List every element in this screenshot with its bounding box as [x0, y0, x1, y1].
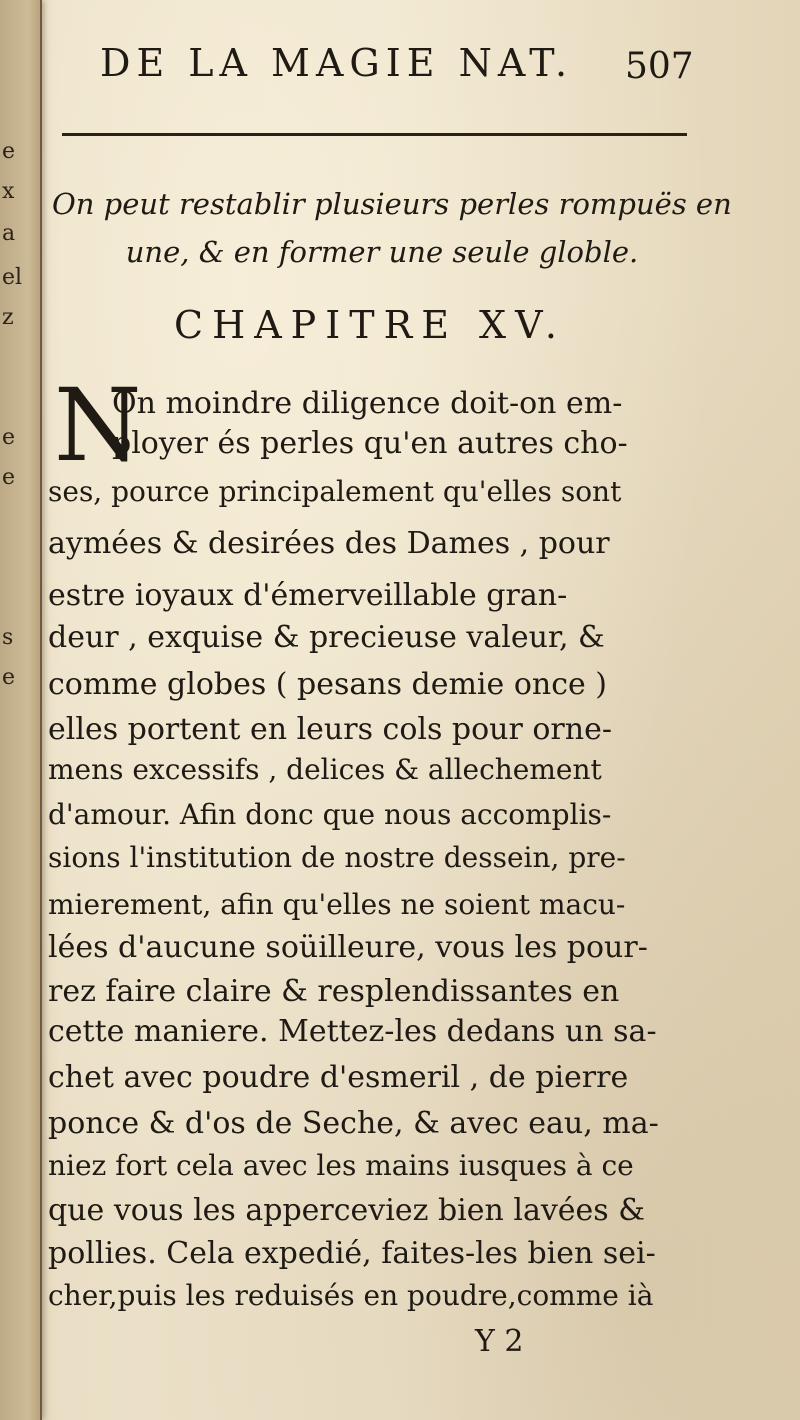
body-line: niez fort cela avec les mains iusques à ce [48, 1149, 634, 1182]
body-line: d'amour. Afin donc que nous accomplis- [48, 798, 612, 831]
chapter-title: CHAPITRE XV. [174, 303, 566, 347]
body-line: pollies. Cela expedié, faites-les bien sei- [48, 1236, 656, 1271]
drop-cap: N [54, 367, 142, 484]
gutter-mark: x [2, 179, 15, 204]
gutter-mark: s [2, 625, 14, 650]
header-rule [62, 133, 687, 136]
body-line: ployer és perles qu'en autres cho- [112, 426, 628, 461]
gutter-mark: a [2, 221, 16, 246]
gutter-mark: e [2, 425, 16, 450]
body-line: mierement, afin qu'elles ne soient macu- [48, 888, 626, 921]
page-number: 507 [625, 46, 694, 87]
body-line: que vous les apperceviez bien lavées & [48, 1193, 645, 1228]
gutter-mark: e [2, 665, 16, 690]
running-head: DE LA MAGIE NAT. [100, 41, 574, 85]
body-line: aymées & desirées des Dames , pour [48, 526, 610, 561]
chapter-summary [52, 180, 732, 276]
signature-mark: Y 2 [475, 1324, 524, 1359]
body-line: elles portent en leurs cols pour orne- [48, 712, 612, 747]
facing-page-edge [0, 0, 42, 1420]
body-line: estre ioyaux d'émerveillable gran- [48, 578, 568, 613]
body-line: chet avec poudre d'esmeril , de pierre [48, 1060, 629, 1095]
gutter-mark: z [2, 305, 14, 330]
body-line: cher,puis les reduisés en poudre,comme ià [48, 1279, 654, 1312]
body-line: deur , exquise & precieuse valeur, & [48, 620, 605, 655]
body-line: On moindre diligence doit-on em- [112, 386, 623, 421]
summary-line: une, & en former une seule globle. [125, 235, 639, 269]
gutter-mark: e [2, 465, 16, 490]
body-line: rez faire claire & resplendissantes en [48, 974, 620, 1009]
body-line: ses, pource principalement qu'elles sont [48, 475, 622, 508]
body-line: ponce & d'os de Seche, & avec eau, ma- [48, 1106, 659, 1141]
body-line: cette maniere. Mettez-les dedans un sa- [48, 1014, 657, 1049]
body-line: sions l'institution de nostre dessein, pre- [48, 841, 626, 874]
body-line: comme globes ( pesans demie once ) [48, 667, 607, 702]
gutter-mark: el [2, 265, 23, 290]
summary-line: On peut restablir plusieurs perles rompuës en [52, 187, 732, 221]
gutter-mark: e [2, 139, 16, 164]
body-line: mens excessifs , delices & allechement [48, 753, 602, 786]
body-line: lées d'aucune soüilleure, vous les pour- [48, 930, 648, 965]
